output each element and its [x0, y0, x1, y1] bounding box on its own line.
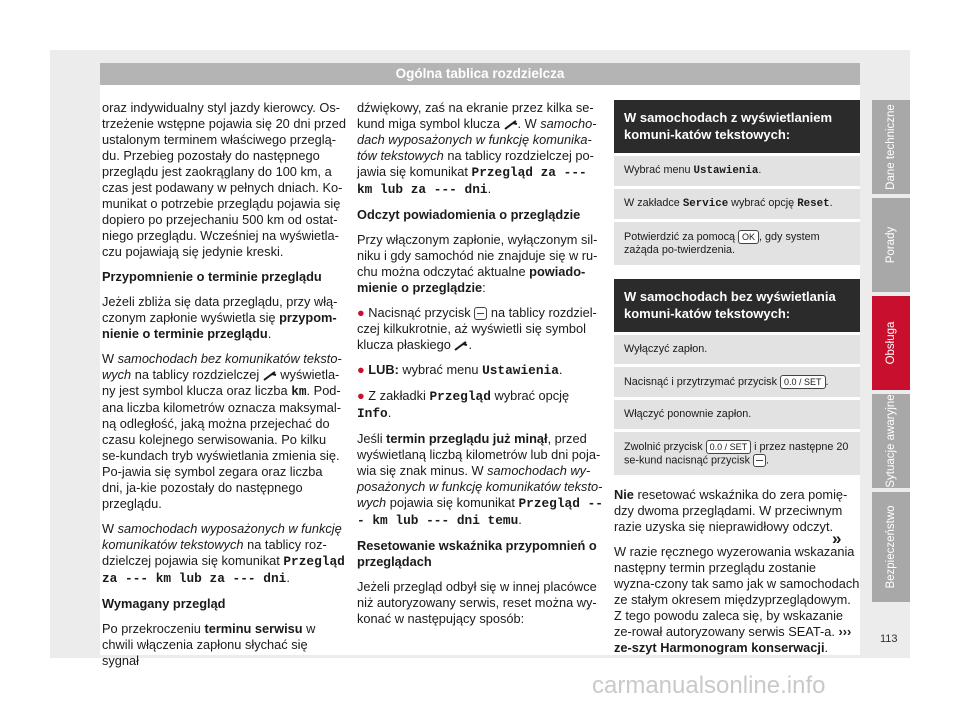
box-step: Wybrać menu Ustawienia.	[614, 156, 860, 186]
page-header: Ogólna tablica rozdzielcza	[100, 63, 860, 85]
tab-porady[interactable]: Porady	[872, 198, 910, 292]
box-step: Nacisnąć i przytrzymać przycisk 0.0 / SET .	[614, 367, 860, 397]
paragraph: oraz indywidualny styl jazdy kierowcy. Os-trzeżenie wstępne pojawia się 20 dni przed ustalonym terminem właściwego przeglą-du. Przebieg pozostały do następnego przeglądu jest zaokrąglany do 100 km, a czas jest podawany w pełnych dniach. Ko-munikat o potrzebie przeglądu pojawia się dopiero po przejechaniu 500 km od ostat-niego przeglądu. Wcześniej na wyświetla-czu pojawiają się jedynie kreski.	[102, 100, 346, 259]
section-heading: Resetowanie wskaźnika przypomnień o przeglądach	[357, 538, 597, 569]
box-step: Włączyć ponownie zapłon.	[614, 400, 860, 429]
page-number: 113	[880, 633, 898, 645]
section-heading: Przypomnienie o terminie przeglądu	[102, 269, 322, 284]
set-button-icon: 0.0 / SET	[780, 375, 826, 389]
paragraph: Przy włączonym zapłonie, wyłączonym sil-niku i gdy samochód nie znajduje się w ru-chu można odczytać aktualne powiado-mienie o przeglądzie:	[357, 232, 598, 295]
box-title: W samochodach z wyświetlaniem komuni-katów tekstowych:	[614, 100, 860, 153]
wrench-icon	[504, 120, 518, 130]
bullet-icon: ●	[357, 305, 369, 320]
box-step: Potwierdzić za pomocą OK , gdy system zażąda po-twierdzenia.	[614, 222, 860, 265]
bullet-icon: ●	[357, 362, 369, 377]
ok-button-icon: OK	[738, 230, 759, 244]
instruction-box-text-display	[614, 100, 860, 265]
wrench-icon	[263, 371, 277, 381]
tab-dane-techniczne[interactable]: Dane techniczne	[872, 100, 910, 194]
bullet-item: ● LUB: wybrać menu Ustawienia.	[357, 362, 563, 378]
bullet-icon: ●	[357, 388, 369, 403]
tab-sytuacje-awaryjne[interactable]: Sytuacje awaryjne	[872, 394, 910, 488]
text-column-3	[614, 100, 860, 665]
box-step: Zwolnić przycisk 0.0 / SET i przez następne 20 se-kund nacisnąć przycisk .	[614, 432, 860, 475]
box-title: W samochodach bez wyświetlania komuni-katów tekstowych:	[614, 279, 860, 332]
tab-bezpieczenstwo[interactable]: Bezpieczeństwo	[872, 492, 910, 602]
trip-button-icon	[753, 454, 766, 467]
watermark: carmanualsonline.info	[592, 672, 826, 699]
cross-reference-link[interactable]: ››› ze-szyt Harmonogram konserwacji	[614, 624, 852, 656]
continue-arrow-icon: »	[832, 529, 842, 548]
paragraph: W samochodach bez komunikatów teksto-wych na tablicy rozdzielczej wyświetla-ny jest symbol klucza oraz liczba km. Pod-ana liczba kilometrów oznacza maksymal-ną odległość, jaką można przejechać do czasu kolejnego serwisowania. Po kilku se-kundach tryb wyświetlania zmienia się. Po-jawia się symbol zegara oraz liczba dni, ja-kie pozostały do następnego przeglądu.	[102, 351, 342, 511]
wrench-icon	[454, 341, 468, 351]
tab-obsluga[interactable]: Obsługa	[872, 296, 910, 390]
set-button-icon: 0.0 / SET	[706, 440, 752, 454]
paragraph: Jeżeli przegląd odbył się w innej placówce niż autoryzowany serwis, reset można wy-konać w następujący sposób:	[357, 579, 597, 626]
paragraph: dźwiękowy, zaś na ekranie przez kilka se-kund miga symbol klucza . W samocho-dach wyposażonych w funkcję komunika-tów tekstowych na tablicy rozdzielczej po-jawia się komunikat Przegląd za --- km lub za --- dni.	[357, 100, 597, 197]
paragraph: Nie resetować wskaźnika do zera pomię-dzy dwoma przeglądami. W przeciwnym razie uzyska się nieprawidłowy odczyt.	[614, 487, 848, 535]
box-step: W zakładce Service wybrać opcję Reset.	[614, 189, 860, 219]
section-heading: Wymagany przegląd	[102, 596, 226, 611]
text-column-2	[357, 100, 603, 636]
paragraph: W samochodach wyposażonych w funkcję komunikatów tekstowych na tablicy roz-dzielczej pojawia się komunikat Przegląd za --- km lub za --- dni.	[102, 521, 345, 586]
bullet-item: ● Nacisnąć przycisk na tablicy rozdziel-czej kilkukrotnie, aż wyświetli się symbol klucza płaskiego .	[357, 305, 597, 352]
text-column-1	[102, 100, 346, 678]
paragraph: Jeśli termin przeglądu już minął, przed wyświetlaną liczbą kilometrów lub dni poja-wia się znak minus. W samochodach wy-posażonych w funkcję komunikatów teksto-wych pojawia się komunikat Przegląd --- km lub --- dni temu.	[357, 431, 603, 528]
bullet-item: ● Z zakładki Przegląd wybrać opcję Info.	[357, 388, 570, 421]
paragraph: Jeżeli zbliża się data przeglądu, przy włą-czonym zapłonie wyświetla się przypom-nienie o terminie przeglądu.	[102, 294, 338, 341]
section-heading: Odczyt powiadomienia o przeglądzie	[357, 207, 581, 222]
paragraph: Po przekroczeniu terminu serwisu w chwili włączenia zapłonu słychać się sygnał	[102, 621, 316, 668]
paragraph: W razie ręcznego wyzerowania wskazania następny termin przeglądu zostanie wyzna-czony tak samo jak w samochodach ze stałym okresem międzyprzeglądowym. Z tego powodu zaleca się, by wskazanie ze-rował autoryzowany serwis SEAT-a. ››› ze-szyt Harmonogram konserwacji.	[614, 544, 860, 656]
box-step: Wyłączyć zapłon.	[614, 335, 860, 364]
trip-button-icon	[474, 307, 487, 320]
instruction-box-no-text-display	[614, 279, 860, 475]
